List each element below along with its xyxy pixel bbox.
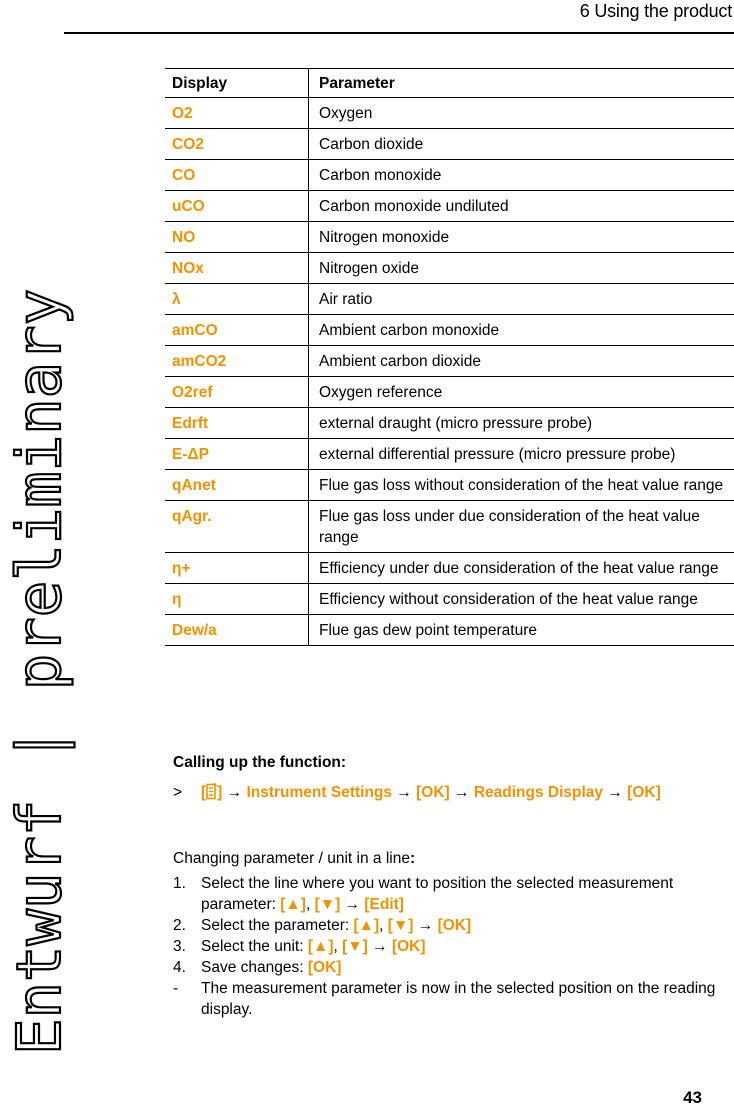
step-text: Select the unit: (201, 938, 308, 955)
table-row (165, 553, 734, 584)
cell-display: CO (165, 160, 309, 191)
cell-display: λ (165, 284, 309, 315)
path-ok-1: [OK] (416, 784, 450, 801)
chapter-title: 6 Using the product (579, 1, 732, 21)
path-readings-display: Readings Display (473, 784, 604, 801)
page-number: 43 (683, 1088, 702, 1107)
calling-path (173, 782, 733, 803)
table-row (165, 346, 734, 377)
key-up: [▲] (307, 938, 334, 955)
cell-display: η+ (165, 553, 309, 584)
cell-display: NO (165, 222, 309, 253)
arrow: → (372, 938, 388, 955)
separator: , (333, 938, 343, 955)
changing-section (173, 848, 733, 1020)
cell-parameter: Carbon monoxide undiluted (309, 191, 734, 222)
cell-parameter: Nitrogen monoxide (309, 222, 734, 253)
table-body (165, 98, 734, 646)
watermark (0, 0, 80, 1111)
key-up: [▲] (353, 917, 380, 934)
menu-icon (206, 783, 217, 800)
step-item (173, 936, 733, 957)
result-line (173, 978, 733, 1020)
table-row (165, 377, 734, 408)
result-text: The measurement parameter is now in the selected position on the reading display. (201, 980, 716, 1018)
step-number: 4. (173, 959, 186, 976)
arrow: → (226, 784, 243, 801)
steps-list (173, 873, 733, 978)
table-row (165, 253, 734, 284)
cell-parameter: Flue gas loss under due consideration of the heat value range (309, 501, 734, 553)
bracket-close: ] (217, 784, 223, 801)
separator: , (305, 896, 315, 913)
path-ok-2: [OK] (627, 784, 661, 801)
cell-parameter: Flue gas dew point temperature (309, 615, 734, 646)
column-header-display: Display (165, 69, 309, 98)
bracket-open: [ (201, 784, 207, 801)
parameter-table (165, 68, 734, 646)
calling-title: Calling up the function: (173, 754, 347, 771)
step-number: 1. (173, 875, 186, 892)
separator: , (379, 917, 388, 934)
cell-parameter: Ambient carbon monoxide (309, 315, 734, 346)
result-marker: - (173, 980, 179, 997)
cell-display: η (165, 584, 309, 615)
arrow: → (417, 917, 434, 934)
table-row (165, 315, 734, 346)
step-item (173, 873, 733, 915)
step-text: Select the parameter: (201, 917, 354, 934)
cell-display: Edrft (165, 408, 309, 439)
table-row (165, 501, 734, 553)
table-row (165, 284, 734, 315)
cell-display: qAnet (165, 470, 309, 501)
cell-display: O2ref (165, 377, 309, 408)
cell-display: uCO (165, 191, 309, 222)
cell-display: amCO2 (165, 346, 309, 377)
key-down: [▼] (387, 917, 414, 934)
table-row (165, 408, 734, 439)
table-row (165, 470, 734, 501)
column-header-parameter: Parameter (309, 69, 734, 98)
cell-display: CO2 (165, 129, 309, 160)
table-row (165, 615, 734, 646)
step-result: [OK] (391, 938, 426, 955)
table-row (165, 160, 734, 191)
table-header-row (165, 69, 734, 98)
step-item (173, 915, 733, 936)
cell-parameter: external draught (micro pressure probe) (309, 408, 734, 439)
path-instrument-settings: Instrument Settings (246, 784, 393, 801)
step-marker: > (173, 784, 183, 801)
step-result: [OK] (437, 917, 472, 934)
arrow: → (344, 896, 361, 913)
table-row (165, 98, 734, 129)
calling-section (173, 752, 733, 803)
arrow: → (396, 784, 412, 801)
cell-parameter: Ambient carbon dioxide (309, 346, 734, 377)
cell-parameter: Oxygen reference (309, 377, 734, 408)
step-result: [Edit] (364, 896, 404, 913)
changing-title (173, 848, 733, 869)
cell-parameter: Air ratio (309, 284, 734, 315)
key-up: [▲] (280, 896, 306, 913)
step-number: 2. (173, 917, 186, 934)
cell-parameter: Nitrogen oxide (309, 253, 734, 284)
table-row (165, 191, 734, 222)
step-number: 3. (173, 938, 186, 955)
cell-parameter: external differential pressure (micro pressure probe) (309, 439, 734, 470)
step-text: Select the line where you want to position the selected measurement parameter: (201, 875, 674, 913)
table-row (165, 222, 734, 253)
step-item (173, 957, 733, 978)
key-down: [▼] (342, 938, 368, 955)
cell-display: E-ΔP (165, 439, 309, 470)
cell-parameter: Oxygen (309, 98, 734, 129)
cell-display: O2 (165, 98, 309, 129)
cell-parameter: Efficiency under due consideration of the heat value range (309, 553, 734, 584)
watermark-text: Entwurf | preliminary (5, 288, 75, 1055)
key-down: [▼] (314, 896, 341, 913)
cell-parameter: Efficiency without consideration of the heat value range (309, 584, 734, 615)
cell-display: amCO (165, 315, 309, 346)
header-divider (64, 32, 734, 34)
step-result: [OK] (307, 959, 342, 976)
cell-parameter: Carbon dioxide (309, 129, 734, 160)
cell-parameter: Carbon monoxide (309, 160, 734, 191)
arrow: → (607, 784, 623, 801)
cell-display: NOx (165, 253, 309, 284)
arrow: → (454, 784, 470, 801)
changing-title-text: Changing parameter / unit in a line (173, 850, 410, 867)
cell-display: Dew/a (165, 615, 309, 646)
table-row (165, 439, 734, 470)
step-text: Save changes: (201, 959, 308, 976)
cell-parameter: Flue gas loss without consideration of the heat value range (309, 470, 734, 501)
table-row (165, 129, 734, 160)
changing-title-colon: : (409, 850, 416, 867)
cell-display: qAgr. (165, 501, 309, 553)
table-row (165, 584, 734, 615)
